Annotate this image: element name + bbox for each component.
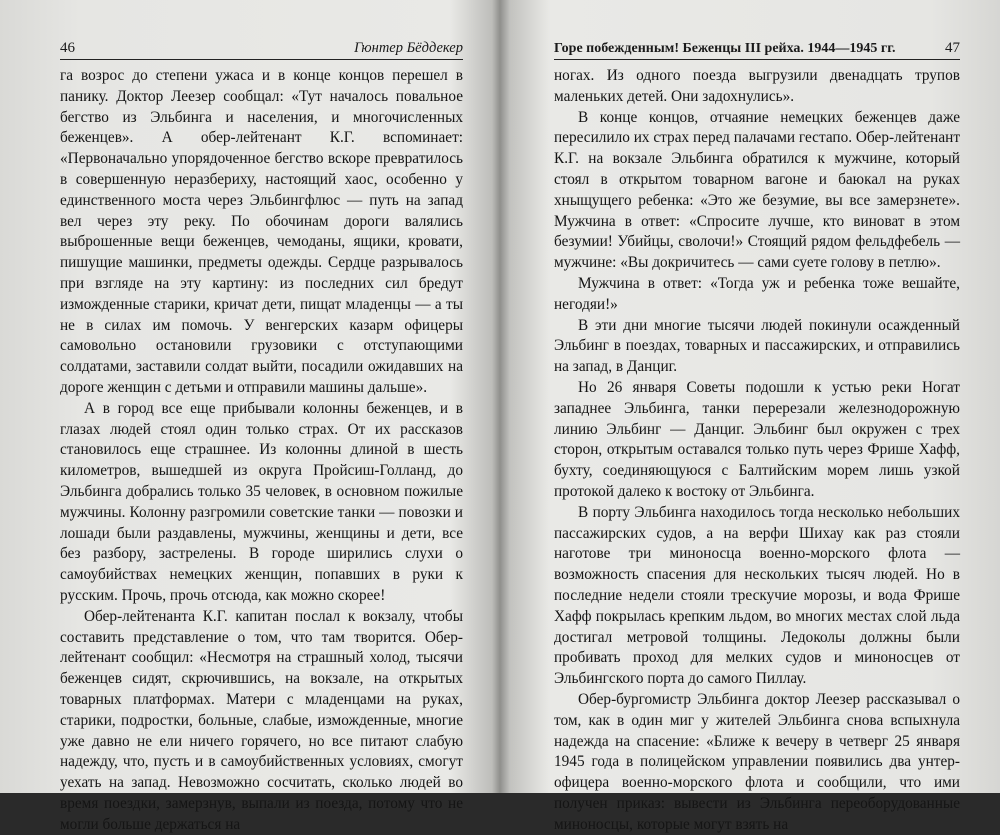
paragraph: В порту Эльбинга находилось тогда несколько небольших пассажирских судов, а на верфи Шихау как раз стояли наготове три миноносца военно-морского флота — возможность спасения для нескольких тысяч людей. Но в последние недели стояли трескучие морозы, и вода Фрише Хафф покрылась крепким льдом, во многих местах слой льда достигал метровой толщины. Ледоколы должны были пробивать проход для мелких судов и миноносцев от Эльбингского порта до самого Пиллау. [554, 503, 960, 688]
paragraph: Обер-лейтенанта К.Г. капитан послал к вокзалу, чтобы составить представление о том, что там творится. Обер-лейтенант сообщил: «Несмотря на страшный холод, тысячи беженцев сидят, скрючившись, на вокзале, на открытых товарных платформах. Матери с младенцами на руках, старики, подростки, больные, слабые, изможденные, многие уже давно не ели ничего горячего, но все питают слабую надежду, что, пусть и в самоубийственных условиях, смогут уехать на запад. Невозможно сосчитать, сколько людей во время поездки, замерзнув, выпали из поезда, потому что не могли больше держаться на [60, 607, 463, 833]
right-page [505, 0, 1000, 833]
paragraph: Но 26 января Советы подошли к устью реки Ногат западнее Эльбинга, танки перерезали железнодорожную линию Эльбинг — Данциг. Эльбинг был окружен с трех сторон, открытым оставался только путь через Фрише Хафф, бухту, соединяющуюся с Балтийским морем лишь узкой протокой далеко к востоку от Эльбинга. [554, 378, 960, 500]
right-running-head: Горе побежденным! Беженцы III рейха. 1944—1945 гг. [554, 41, 896, 56]
right-page-body [554, 66, 960, 835]
left-page-body [60, 66, 463, 835]
paragraph: В конце концов, отчаяние немецких беженцев даже пересилило их страх перед палачами гестапо. Обер-лейтенант К.Г. на вокзале Эльбинга обратился к мужчине, который стоял в открытом товарном вагоне и баюкал на руках хныщущего ребенка: «Это же безумие, вы все замерзнете». Мужчина в ответ: «Спросите лучше, кто виноват в этом безумии! Убийцы, сволочи!» Стоящий рядом фельдфебель — мужчине: «Вы докричитесь — сами суете голову в петлю». [554, 108, 960, 272]
paragraph: ногах. Из одного поезда выгрузили двенадцать трупов маленьких детей. Они задохнулись». [554, 67, 960, 105]
left-running-head: Гюнтер Бёддекер [354, 40, 463, 56]
paragraph: Обер-бургомистр Эльбинга доктор Леезер рассказывал о том, как в один миг у жителей Эльбинга снова вспыхнула надежда на спасение: «Ближе к вечеру в четверг 25 января 1945 года в полицейском управлении появились два унтер-офицера военно-морского флота и сообщили, что ими получен приказ: вывести из Эльбинга переоборудованные миноносцы, которые могут взять на [554, 690, 960, 833]
left-page-header [60, 36, 463, 60]
paragraph: га возрос до степени ужаса и в конце концов перешел в панику. Доктор Леезер сообщал: «Тут началось повальное бегство из Эльбинга и населения, и многочисленных беженцев». А обер-лейтенант К.Г. вспоминает: «Первоначально упорядоченное бегство вскоре превратилось в совершенную неразбериху, настоящий хаос, особенно у единственного моста через Эльбингфлюс — путь на запад вел через эту реку. По обочинам дороги валялись выброшенные вещи беженцев, чемоданы, ящики, кровати, пишущие машинки, предметы одежды. Сердце разрывалось при взгляде на эту картину: из последних сил бредут изможденные старики, кричат дети, пищат младенцы — а ты не в силах им помочь. У венгерских казарм офицеры самовольно остановили грузовики с отступающими солдатами, заставили солдат выйти, посадили ожидавших на дороге женщин с детьми и отправили машины дальше». [60, 67, 463, 396]
paragraph: А в город все еще прибывали колонны беженцев, и в глазах людей стоял один только страх. От их рассказов становилось еще страшнее. Из колонны длиной в шесть километров, вышедшей из округа Пройсиш-Голланд, до Эльбинга добрались только 35 человек, в основном пожилые мужчины. Колонну разгромили советские танки — повозки и лошади были раздавлены, мужчины, женщины и дети, все без разбору, застрелены. В городе ширились слухи о самоубийствах немецких женщин, попавших в руки к русским. Прочь, прочь отсюда, как можно скорее! [60, 399, 463, 604]
left-page [0, 0, 500, 833]
paragraph: В эти дни многие тысячи людей покинули осажденный Эльбинг в поездах, товарных и пассажирских, и отправились на запад, в Данциг. [554, 316, 960, 376]
paragraph: Мужчина в ответ: «Тогда уж и ребенка тоже вешайте, негодяи!» [554, 274, 960, 313]
right-page-number: 47 [945, 40, 960, 56]
left-page-number: 46 [60, 40, 75, 56]
right-page-header [554, 36, 960, 60]
